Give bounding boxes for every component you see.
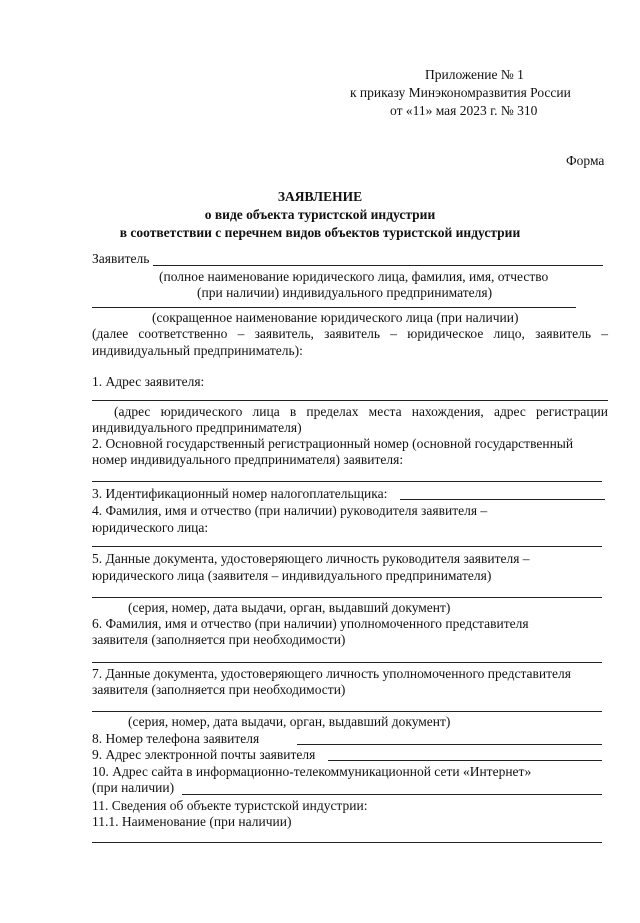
head-doc-hint: (серия, номер, дата выдачи, орган, выдавший документ)	[128, 600, 451, 615]
item-9-email: 9. Адрес электронной почты заявителя	[92, 747, 316, 762]
short-name-hint: (сокращенное наименование юридического лица (при наличии)	[152, 310, 519, 325]
rep-doc-field-line[interactable]	[92, 711, 602, 712]
item-4-head-2: юридического лица:	[92, 520, 209, 535]
item-2-ogrn-1: 2. Основной государственный регистрационный номер (основной государственный	[92, 436, 574, 451]
rep-doc-hint: (серия, номер, дата выдачи, орган, выдавший документ)	[128, 714, 451, 729]
applicant-note-2: индивидуальный предприниматель):	[92, 343, 303, 358]
item-11-object-info: 11. Сведения об объекте туристской индустрии:	[92, 798, 368, 813]
address-hint-2: индивидуального предпринимателя)	[92, 420, 302, 435]
item-3-inn: 3. Идентификационный номер налогоплательщика:	[92, 486, 388, 501]
address-field-line[interactable]	[92, 400, 608, 401]
email-field-line[interactable]	[328, 760, 602, 761]
appendix-number: Приложение № 1	[425, 67, 524, 82]
applicant-field-line[interactable]	[153, 265, 603, 266]
order-date: от «11» мая 2023 г. № 310	[390, 103, 538, 118]
item-6-representative-2: заявителя (заполняется при необходимости)	[92, 632, 346, 647]
address-hint-1: (адрес юридического лица в пределах места нахождения, адрес регистрации	[114, 404, 608, 419]
item-10-website-1: 10. Адрес сайта в информационно-телекоммуникационной сети «Интернет»	[92, 764, 532, 779]
document-subtitle-2: в соответствии с перечнем видов объектов туристской индустрии	[119, 225, 521, 240]
item-5-head-doc-1: 5. Данные документа, удостоверяющего личность руководителя заявителя –	[92, 551, 530, 566]
document-title: ЗАЯВЛЕНИЕ	[277, 189, 363, 204]
order-reference: к приказу Минэкономразвития России	[350, 85, 571, 100]
item-5-head-doc-2: юридического лица (заявителя – индивидуального предпринимателя)	[92, 568, 492, 583]
item-4-head-1: 4. Фамилия, имя и отчество (при наличии) руководителя заявителя –	[92, 503, 488, 518]
applicant-label: Заявитель	[92, 251, 150, 266]
head-name-field-line[interactable]	[92, 546, 602, 547]
item-6-representative-1: 6. Фамилия, имя и отчество (при наличии) уполномоченного представителя	[92, 616, 529, 631]
item-2-ogrn-2: номер индивидуального предпринимателя) заявителя:	[92, 452, 404, 467]
item-1-address: 1. Адрес заявителя:	[92, 374, 205, 389]
applicant-note-1: (далее соответственно – заявитель, заявитель – юридическое лицо, заявитель –	[92, 326, 608, 341]
item-8-phone: 8. Номер телефона заявителя	[92, 731, 260, 746]
item-7-rep-doc-1: 7. Данные документа, удостоверяющего личность уполномоченного представителя	[92, 666, 571, 681]
ogrn-field-line[interactable]	[92, 481, 602, 482]
object-name-field-line[interactable]	[92, 842, 602, 843]
website-field-line[interactable]	[182, 794, 602, 795]
item-10-website-2: (при наличии)	[92, 780, 175, 795]
item-7-rep-doc-2: заявителя (заполняется при необходимости)	[92, 682, 346, 697]
short-name-field-line[interactable]	[92, 307, 576, 308]
representative-field-line[interactable]	[92, 662, 602, 663]
item-11-1-name: 11.1. Наименование (при наличии)	[92, 814, 292, 829]
phone-field-line[interactable]	[297, 744, 602, 745]
applicant-hint-1: (полное наименование юридического лица, фамилия, имя, отчество	[159, 269, 549, 284]
head-doc-field-line[interactable]	[92, 597, 602, 598]
applicant-hint-2: (при наличии) индивидуального предпринимателя)	[197, 285, 493, 300]
inn-field-line[interactable]	[400, 499, 605, 500]
form-label: Форма	[566, 153, 605, 168]
document-subtitle-1: о виде объекта туристской индустрии	[204, 207, 436, 222]
